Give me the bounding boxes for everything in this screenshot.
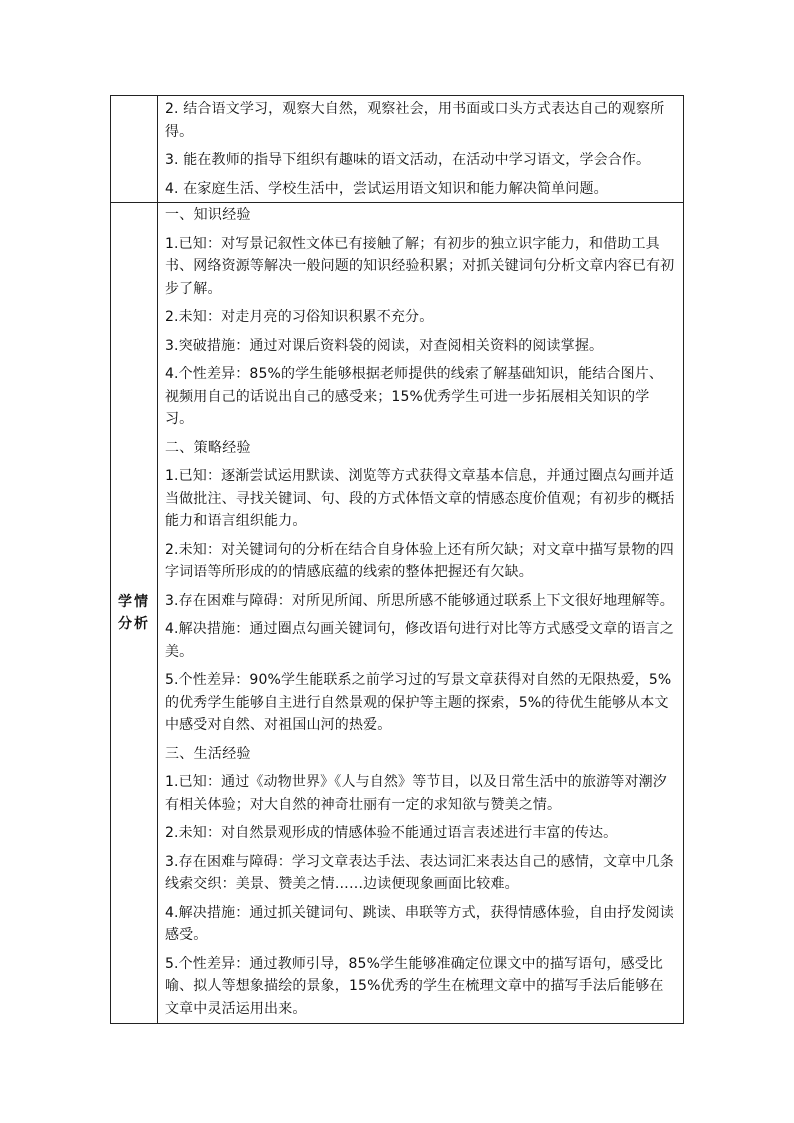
section-heading-knowledge: 一、知识经验: [165, 207, 251, 223]
analysis-paragraph: 3.突破措施：通过对课后资料袋的阅读，对查阅相关资料的阅读掌握。: [165, 337, 604, 354]
goals-label-cell: [111, 96, 158, 203]
analysis-paragraph: 2.未知：对自然景观形成的情感体验不能通过语言表述进行丰富的传达。: [165, 825, 618, 841]
analysis-paragraph: 1.已知：通过《动物世界》《人与自然》等节目，以及日常生活中的旅游等对潮汐有相关体验；对大自然的神奇壮丽有一定的求知欲与赞美之情。: [165, 774, 667, 813]
lesson-plan-table: [110, 95, 684, 1024]
analysis-paragraph: 3.存在困难与障碍：学习文章表达手法、表达词汇来表达自己的感情，文章中几条线索交织：美景、赞美之情……边读便现象画面比较难。: [165, 853, 674, 892]
analysis-label-line1: 学情: [118, 594, 150, 610]
goal-item: 2. 结合语文学习，观察大自然，观察社会，用书面或口头方式表达自己的观察所得。: [165, 101, 665, 140]
analysis-row: [111, 203, 684, 1024]
analysis-paragraph: 5.个性差异：通过教师引导，85%学生能够准确定位课文中的描写语句，感受比喻、拟人等想象描绘的景象，15%优秀的学生在梳理文章中的描写手法后能够在文章中灵活运用出来。: [165, 955, 664, 1017]
goals-row: [111, 96, 684, 203]
goal-item: 4. 在家庭生活、学校生活中，尝试运用语文知识和能力解决简单问题。: [165, 180, 608, 197]
analysis-paragraph: 1.已知：逐渐尝试运用默读、浏览等方式获得文章基本信息，并通过圈点勾画并适当做批注、寻找关键词、句、段的方式体悟文章的情感态度价值观；有初步的概括能力和语言组织能力。: [165, 468, 675, 529]
analysis-content-cell: [158, 203, 684, 1024]
goal-item: 3. 能在教师的指导下组织有趣味的语文活动，在活动中学习语文，学会合作。: [165, 152, 651, 168]
analysis-paragraph: 4.解决措施：通过抓关键词句、跳读、串联等方式，获得情感体验，自由抒发阅读感受。: [165, 904, 674, 943]
section-heading-life: 三、生活经验: [165, 745, 251, 762]
analysis-paragraph: 4.个性差异：85%的学生能够根据老师提供的线索了解基础知识，能结合图片、视频用自己的话说出自己的感受来；15%优秀学生可进一步拓展相关知识的学习。: [165, 366, 664, 427]
analysis-paragraph: 2.未知：对走月亮的习俗知识积累不充分。: [165, 309, 434, 325]
section-heading-strategy: 二、策略经验: [165, 439, 251, 456]
analysis-label: [111, 591, 157, 635]
analysis-paragraph: 3.存在困难与障碍：对所见所闻、所思所感不能够通过联系上下文很好地理解等。: [165, 592, 674, 609]
analysis-paragraph: 2.未知：对关键词句的分析在结合自身体验上还有所欠缺；对文章中描写景物的四字词语等所形成的的情感底蕴的线索的整体把握还有欠缺。: [165, 541, 674, 580]
analysis-paragraph: 5.个性差异：90%学生能联系之前学习过的写景文章获得对自然的无限热爱，5%的优秀学生能够自主进行自然景观的保护等主题的探索，5%的待优生能够从本文中感受对自然、对祖国山河的热爱。: [165, 672, 672, 733]
analysis-label-line2: 分析: [118, 616, 150, 632]
analysis-paragraph: 4.解决措施：通过圈点勾画关键词句，修改语句进行对比等方式感受文章的语言之美。: [165, 621, 674, 660]
analysis-label-cell: [111, 203, 158, 1024]
analysis-paragraph: 1.已知：对写景记叙性文体已有接触了解；有初步的独立识字能力，和借助工具书、网络资源等解决一般问题的知识经验积累；对抓关键词句分析文章内容已有初步了解。: [165, 235, 675, 297]
goals-content-cell: [158, 96, 684, 203]
